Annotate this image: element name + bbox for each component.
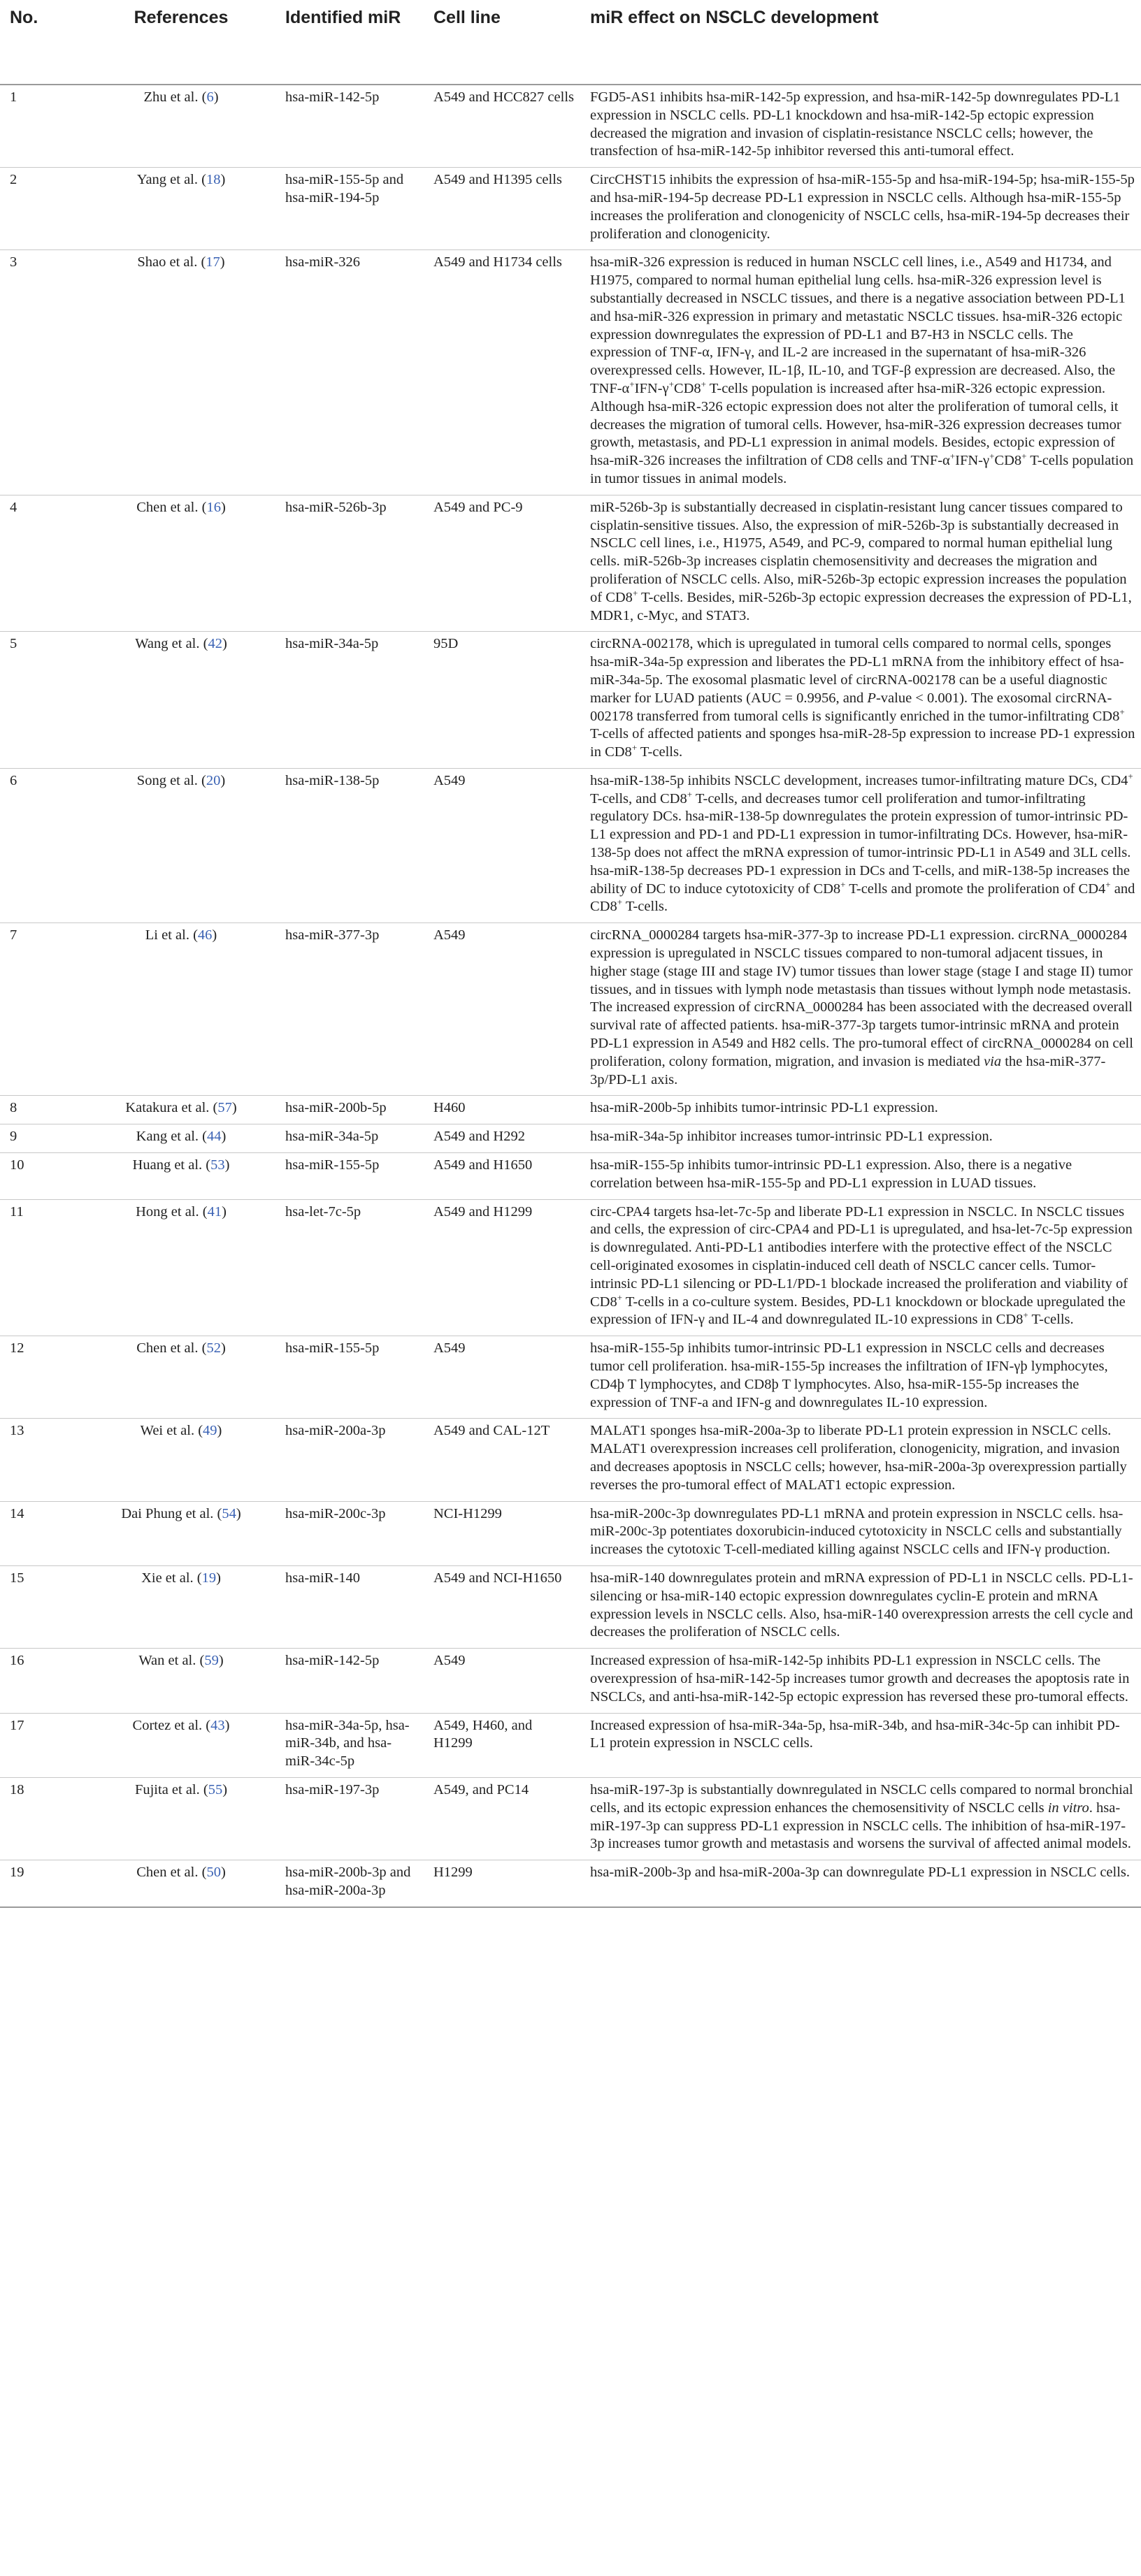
citation-link[interactable]: 16 bbox=[206, 499, 221, 515]
row-identified-mir: hsa-miR-200a-3p bbox=[275, 1419, 424, 1501]
row-reference bbox=[82, 85, 275, 168]
row-mir-effect: hsa-miR-34a-5p inhibitor increases tumor-intrinsic PD-L1 expression. bbox=[580, 1124, 1141, 1153]
reference-author: Wan et al. ( bbox=[138, 1653, 205, 1669]
row-reference bbox=[82, 495, 275, 632]
reference-close: ) bbox=[220, 772, 226, 788]
reference-author: Chen et al. ( bbox=[136, 499, 207, 515]
citation-link[interactable]: 18 bbox=[206, 172, 221, 188]
row-cell-line: A549 and H1734 cells bbox=[424, 250, 580, 495]
citation-link[interactable]: 59 bbox=[204, 1653, 219, 1669]
row-mir-effect: circ-CPA4 targets hsa-let-7c-5p and liberate PD-L1 expression in NSCLC. In NSCLC tissues and cells, the expression of circ-CPA4 and PD-L1 is upregulated, and hsa-let-7c-5p expression is downregulated. Anti-PD-L1 antibodies interfere with the protective effect of the NSCLC cell-originated exosomes in cisplatin-induced cell death of NSCLC cancer cells. Tumor-intrinsic PD-L1 silencing or PD-L1/PD-1 blockade increased the proliferation and viability of CD8+ T-cells in a co-culture system. Besides, PD-L1 knockdown or blockade upregulated the expression of IFN-γ and IL-4 and downregulated IL-10 expressions in CD8+ T-cells. bbox=[580, 1199, 1141, 1336]
row-mir-effect: hsa-miR-200b-3p and hsa-miR-200a-3p can downregulate PD-L1 expression in NSCLC cells. bbox=[580, 1860, 1141, 1907]
row-identified-mir: hsa-miR-526b-3p bbox=[275, 495, 424, 632]
row-reference bbox=[82, 1777, 275, 1860]
reference-close: ) bbox=[220, 1340, 226, 1356]
reference-close: ) bbox=[222, 1781, 228, 1797]
reference-author: Chen et al. ( bbox=[136, 1340, 207, 1356]
row-cell-line: A549 and CAL-12T bbox=[424, 1419, 580, 1501]
row-reference bbox=[82, 1649, 275, 1713]
header-identified-mir: Identified miR bbox=[275, 0, 424, 85]
citation-link[interactable]: 55 bbox=[208, 1781, 223, 1797]
table-row bbox=[0, 768, 1141, 922]
row-mir-effect: hsa-miR-326 expression is reduced in human NSCLC cell lines, i.e., A549 and H1734, and H1975, compared to normal human epithelial lung cells. hsa-miR-326 expression level is substantially decreased in NSCLC tissues, and there is a negative association between PD-L1 and hsa-miR-326 expression in primary and metastatic NSCLC tissues. hsa-miR-326 ectopic expression downregulates the expression of PD-L1 and B7-H3 in NSCLC cells. The expression of TNF-α, IFN-γ, and IL-2 are increased in the supernatant of hsa-miR-326 overexpressed cells. However, IL-1β, IL-10, and TGF-β expression are decreased. Also, the TNF-α+IFN-γ+CD8+ T-cells population is increased after hsa-miR-326 ectopic expression. Although hsa-miR-326 ectopic expression does not alter the proliferation of tumoral cells, it decreases the migration of tumoral cells. However, hsa-miR-326 expression decreases tumor growth, metastasis, and PD-L1 expression in animal models. Besides, ectopic expression of hsa-miR-326 increases the infiltration of CD8 cells and TNF-α+IFN-γ+CD8+ T-cells population in tumor tissues in animal models. bbox=[580, 250, 1141, 495]
row-reference bbox=[82, 1419, 275, 1501]
row-mir-effect: Increased expression of hsa-miR-142-5p inhibits PD-L1 expression in NSCLC cells. The overexpression of hsa-miR-142-5p increases tumor growth and decreases the apoptosis rate in NSCLCs, and anti-hsa-miR-142-5p ectopic expression has reversed these pro-tumoral effects. bbox=[580, 1649, 1141, 1713]
row-reference bbox=[82, 923, 275, 1096]
reference-close: ) bbox=[222, 636, 227, 652]
row-mir-effect: circRNA-002178, which is upregulated in tumoral cells compared to normal cells, sponges hsa-miR-34a-5p expression and liberates the PD-L1 mRNA from the inhibitory effect of hsa-miR-34a-5p. The exosomal plasmatic level of circRNA-002178 can be a useful diagnostic marker for LUAD patients (AUC = 0.9956, and P-value < 0.001). The exosomal circRNA-002178 transferred from tumoral cells is significantly enriched in the tumor-infiltrating CD8+ T-cells of affected patients and sponges hsa-miR-28-5p expression to increase PD-1 expression in CD8+ T-cells. bbox=[580, 632, 1141, 769]
row-cell-line: A549, H460, and H1299 bbox=[424, 1713, 580, 1777]
row-reference bbox=[82, 250, 275, 495]
row-number: 6 bbox=[0, 768, 82, 922]
row-number: 12 bbox=[0, 1336, 82, 1419]
reference-close: ) bbox=[218, 1653, 224, 1669]
row-reference bbox=[82, 1199, 275, 1336]
reference-close: ) bbox=[231, 1100, 237, 1116]
header-references: References bbox=[82, 0, 275, 85]
row-number: 8 bbox=[0, 1096, 82, 1124]
citation-link[interactable]: 49 bbox=[203, 1423, 217, 1439]
row-number: 10 bbox=[0, 1153, 82, 1200]
row-mir-effect: FGD5-AS1 inhibits hsa-miR-142-5p expression, and hsa-miR-142-5p downregulates PD-L1 expression in NSCLC cells. PD-L1 knockdown and hsa-miR-142-5p ectopic expression decreased the migration and invasion of cisplatin-resistance NSCLC cells; however, the transfection of hsa-miR-142-5p inhibitor reversed this anti-tumoral effect. bbox=[580, 85, 1141, 168]
reference-author: Chen et al. ( bbox=[136, 1865, 207, 1881]
row-identified-mir: hsa-miR-34a-5p bbox=[275, 632, 424, 769]
table-row bbox=[0, 632, 1141, 769]
row-cell-line: A549 and H1395 cells bbox=[424, 168, 580, 250]
reference-author: Cortez et al. ( bbox=[132, 1717, 211, 1733]
row-cell-line: A549 and H1650 bbox=[424, 1153, 580, 1200]
row-reference bbox=[82, 168, 275, 250]
row-number: 15 bbox=[0, 1565, 82, 1648]
row-number: 3 bbox=[0, 250, 82, 495]
row-cell-line: 95D bbox=[424, 632, 580, 769]
reference-close: ) bbox=[220, 172, 226, 188]
reference-close: ) bbox=[217, 1423, 222, 1439]
row-cell-line: A549 bbox=[424, 1336, 580, 1419]
table-header bbox=[0, 0, 1141, 85]
row-identified-mir: hsa-miR-197-3p bbox=[275, 1777, 424, 1860]
row-cell-line: H1299 bbox=[424, 1860, 580, 1907]
row-reference bbox=[82, 1713, 275, 1777]
reference-author: Wang et al. ( bbox=[135, 636, 208, 652]
citation-link[interactable]: 50 bbox=[206, 1865, 221, 1881]
table-row bbox=[0, 168, 1141, 250]
reference-author: Hong et al. ( bbox=[136, 1203, 208, 1220]
reference-close: ) bbox=[220, 254, 225, 270]
row-reference bbox=[82, 1336, 275, 1419]
table-row bbox=[0, 1336, 1141, 1419]
row-cell-line: A549 bbox=[424, 1649, 580, 1713]
reference-author: Li et al. ( bbox=[145, 927, 198, 943]
row-identified-mir: hsa-miR-200b-5p bbox=[275, 1096, 424, 1124]
citation-link[interactable]: 53 bbox=[210, 1157, 225, 1173]
row-cell-line: A549 and NCI-H1650 bbox=[424, 1565, 580, 1648]
citation-link[interactable]: 46 bbox=[197, 927, 213, 943]
row-number: 2 bbox=[0, 168, 82, 250]
row-identified-mir: hsa-miR-138-5p bbox=[275, 768, 424, 922]
reference-close: ) bbox=[216, 1570, 221, 1586]
row-identified-mir: hsa-let-7c-5p bbox=[275, 1199, 424, 1336]
row-number: 19 bbox=[0, 1860, 82, 1907]
row-number: 5 bbox=[0, 632, 82, 769]
table-body bbox=[0, 85, 1141, 1907]
table-row bbox=[0, 1501, 1141, 1565]
row-mir-effect: MALAT1 sponges hsa-miR-200a-3p to liberate PD-L1 protein expression in NSCLC cells. MALAT1 overexpression increases cell proliferation, clonogenicity, migration, and invasion and decreases apoptosis in NSCLC cells; however, hsa-miR-200a-3p overexpression partially reverses the pro-tumoral effect of MALAT1 ectopic expression. bbox=[580, 1419, 1141, 1501]
table-row bbox=[0, 1713, 1141, 1777]
table-row bbox=[0, 1649, 1141, 1713]
row-identified-mir: hsa-miR-34a-5p bbox=[275, 1124, 424, 1153]
reference-author: Shao et al. ( bbox=[137, 254, 206, 270]
table-row bbox=[0, 1860, 1141, 1907]
citation-link[interactable]: 57 bbox=[217, 1100, 232, 1116]
header-cell-line: Cell line bbox=[424, 0, 580, 85]
row-identified-mir: hsa-miR-200b-3p and hsa-miR-200a-3p bbox=[275, 1860, 424, 1907]
row-number: 16 bbox=[0, 1649, 82, 1713]
row-reference bbox=[82, 1860, 275, 1907]
citation-link[interactable]: 41 bbox=[207, 1203, 222, 1220]
row-cell-line: A549 and H292 bbox=[424, 1124, 580, 1153]
row-identified-mir: hsa-miR-142-5p bbox=[275, 85, 424, 168]
reference-close: ) bbox=[224, 1717, 230, 1733]
row-identified-mir: hsa-miR-34a-5p, hsa-miR-34b, and hsa-miR-34c-5p bbox=[275, 1713, 424, 1777]
row-cell-line: H460 bbox=[424, 1096, 580, 1124]
table-row bbox=[0, 1419, 1141, 1501]
row-cell-line: A549 and HCC827 cells bbox=[424, 85, 580, 168]
reference-close: ) bbox=[224, 1157, 230, 1173]
table-row bbox=[0, 495, 1141, 632]
row-number: 18 bbox=[0, 1777, 82, 1860]
citation-link[interactable]: 19 bbox=[201, 1570, 217, 1586]
row-mir-effect: hsa-miR-200c-3p downregulates PD-L1 mRNA and protein expression in NSCLC cells. hsa-miR-200c-3p potentiates doxorubicin-induced cytotoxicity in NSCLC cells and substantially increases the cytotoxic T-cell-mediated killing against NSCLC cells and IFN-γ production. bbox=[580, 1501, 1141, 1565]
reference-author: Wei et al. ( bbox=[140, 1423, 203, 1439]
reference-close: ) bbox=[212, 927, 217, 943]
reference-close: ) bbox=[220, 499, 226, 515]
row-number: 14 bbox=[0, 1501, 82, 1565]
table-row bbox=[0, 85, 1141, 168]
citation-link[interactable]: 43 bbox=[210, 1717, 225, 1733]
row-mir-effect: circRNA_0000284 targets hsa-miR-377-3p to increase PD-L1 expression. circRNA_0000284 expression is upregulated in NSCLC tissues compared to non-tumoral adjacent tissues, in higher stage (stage III and stage IV) tumor tissues than lower stage (stage I and stage II) tumor tissues, and in tissues with lymph node metastasis than tissues without lymph node metastasis. The increased expression of circRNA_0000284 has been associated with the decreased overall survival rate of affected patients. hsa-miR-377-3p targets tumor-intrinsic mRNA and protein PD-L1 expression in A549 and H82 cells. The pro-tumoral effect of circRNA_0000284 on cell proliferation, colony formation, migration, and invasion is mediated via the hsa-miR-377-3p/PD-L1 axis. bbox=[580, 923, 1141, 1096]
citation-link[interactable]: 42 bbox=[208, 636, 222, 652]
header-row bbox=[0, 0, 1141, 85]
citation-link[interactable]: 20 bbox=[206, 772, 221, 788]
row-cell-line: A549 bbox=[424, 923, 580, 1096]
row-number: 11 bbox=[0, 1199, 82, 1336]
table-row bbox=[0, 1096, 1141, 1124]
row-identified-mir: hsa-miR-155-5p bbox=[275, 1336, 424, 1419]
row-reference bbox=[82, 1501, 275, 1565]
header-mir-effect: miR effect on NSCLC development bbox=[580, 0, 1141, 85]
citation-link[interactable]: 52 bbox=[206, 1340, 221, 1356]
table-row bbox=[0, 1565, 1141, 1648]
reference-author: Yang et al. ( bbox=[136, 172, 206, 188]
row-reference bbox=[82, 1153, 275, 1200]
row-reference bbox=[82, 632, 275, 769]
row-identified-mir: hsa-miR-140 bbox=[275, 1565, 424, 1648]
row-number: 4 bbox=[0, 495, 82, 632]
row-reference bbox=[82, 768, 275, 922]
row-mir-effect: hsa-miR-200b-5p inhibits tumor-intrinsic PD-L1 expression. bbox=[580, 1096, 1141, 1124]
row-number: 7 bbox=[0, 923, 82, 1096]
header-no: No. bbox=[0, 0, 82, 85]
reference-close: ) bbox=[221, 1129, 227, 1145]
reference-author: Song et al. ( bbox=[136, 772, 206, 788]
row-mir-effect: hsa-miR-140 downregulates protein and mRNA expression of PD-L1 in NSCLC cells. PD-L1-silencing or hsa-miR-140 ectopic expression downregulates cyclin-E protein and mRNA expression levels in NSCLC cells. Also, hsa-miR-140 overexpression arrests the cell cycle and decreases the proliferation of NSCLC cells. bbox=[580, 1565, 1141, 1648]
citation-link[interactable]: 17 bbox=[206, 254, 220, 270]
citation-link[interactable]: 54 bbox=[222, 1505, 236, 1521]
row-cell-line: A549 bbox=[424, 768, 580, 922]
table-row bbox=[0, 923, 1141, 1096]
reference-author: Dai Phung et al. ( bbox=[121, 1505, 222, 1521]
reference-author: Xie et al. ( bbox=[141, 1570, 202, 1586]
reference-author: Kang et al. ( bbox=[136, 1129, 207, 1145]
row-identified-mir: hsa-miR-155-5p and hsa-miR-194-5p bbox=[275, 168, 424, 250]
row-identified-mir: hsa-miR-155-5p bbox=[275, 1153, 424, 1200]
table-row bbox=[0, 1777, 1141, 1860]
reference-close: ) bbox=[236, 1505, 241, 1521]
table-row bbox=[0, 1124, 1141, 1153]
row-cell-line: NCI-H1299 bbox=[424, 1501, 580, 1565]
row-cell-line: A549 and PC-9 bbox=[424, 495, 580, 632]
row-mir-effect: hsa-miR-155-5p inhibits tumor-intrinsic PD-L1 expression in NSCLC cells and decreases tumor cell proliferation. hsa-miR-155-5p increases the infiltration of IFN-γþ lymphocytes, CD4þ T lymphocytes, and CD8þ T lymphocytes. Also, hsa-miR-155-5p increases the expression of TNF-a and IFN-g and downregulates IL-10 expression. bbox=[580, 1336, 1141, 1419]
row-mir-effect: hsa-miR-155-5p inhibits tumor-intrinsic PD-L1 expression. Also, there is a negative correlation between hsa-miR-155-5p and PD-L1 expression in LUAD tissues. bbox=[580, 1153, 1141, 1200]
row-cell-line: A549 and H1299 bbox=[424, 1199, 580, 1336]
row-identified-mir: hsa-miR-326 bbox=[275, 250, 424, 495]
row-identified-mir: hsa-miR-142-5p bbox=[275, 1649, 424, 1713]
table-row bbox=[0, 1153, 1141, 1200]
citation-link[interactable]: 44 bbox=[207, 1129, 222, 1145]
row-number: 1 bbox=[0, 85, 82, 168]
table-row bbox=[0, 1199, 1141, 1336]
reference-author: Zhu et al. ( bbox=[143, 89, 207, 105]
row-number: 9 bbox=[0, 1124, 82, 1153]
table-row bbox=[0, 250, 1141, 495]
row-mir-effect: hsa-miR-197-3p is substantially downregulated in NSCLC cells compared to normal bronchial cells, and its ectopic expression enhances the chemosensitivity of NSCLC cells in vitro. hsa-miR-197-3p can suppress PD-L1 expression in NSCLC cells. The inhibition of hsa-miR-197-3p increases tumor growth and metastasis and worsens the survival of affected animal models. bbox=[580, 1777, 1141, 1860]
row-mir-effect: CircCHST15 inhibits the expression of hsa-miR-155-5p and hsa-miR-194-5p; hsa-miR-155-5p and hsa-miR-194-5p decrease PD-L1 expression in NSCLC cells. Although hsa-miR-155-5p increases the proliferation and clonogenicity of NSCLC cells, hsa-miR-194-5p decreases their proliferation and clonogenicity. bbox=[580, 168, 1141, 250]
row-mir-effect: Increased expression of hsa-miR-34a-5p, hsa-miR-34b, and hsa-miR-34c-5p can inhibit PD-L1 protein expression in NSCLC cells. bbox=[580, 1713, 1141, 1777]
reference-close: ) bbox=[222, 1203, 227, 1220]
row-cell-line: A549, and PC14 bbox=[424, 1777, 580, 1860]
row-identified-mir: hsa-miR-200c-3p bbox=[275, 1501, 424, 1565]
reference-author: Katakura et al. ( bbox=[125, 1100, 218, 1116]
reference-author: Fujita et al. ( bbox=[134, 1781, 208, 1797]
row-identified-mir: hsa-miR-377-3p bbox=[275, 923, 424, 1096]
row-number: 13 bbox=[0, 1419, 82, 1501]
row-reference bbox=[82, 1565, 275, 1648]
row-mir-effect: hsa-miR-138-5p inhibits NSCLC development, increases tumor-infiltrating mature DCs, CD4+ T-cells, and CD8+ T-cells, and decreases tumor cell proliferation and tumor-infiltrating regulatory DCs. hsa-miR-138-5p downregulates the protein expression of tumor-intrinsic PD-L1 expression and PD-1 and PD-L1 expression in tumor-infiltrating DCs. However, hsa-miR-138-5p does not affect the mRNA expression of tumor-intrinsic PD-L1 in A549 and 3LL cells. hsa-miR-138-5p decreases PD-1 expression in DCs and T-cells, and miR-138-5p increases the ability of DC to induce cytotoxicity of CD8+ T-cells and promote the proliferation of CD4+ and CD8+ T-cells. bbox=[580, 768, 1141, 922]
reference-author: Huang et al. ( bbox=[132, 1157, 211, 1173]
reference-close: ) bbox=[220, 1865, 226, 1881]
row-number: 17 bbox=[0, 1713, 82, 1777]
row-mir-effect: miR-526b-3p is substantially decreased in cisplatin-resistant lung cancer tissues compared to cisplatin-sensitive tissues. Also, the expression of miR-526b-3p is substantially decreased in NSCLC cell lines, i.e., H1975, A549, and PC-9, compared to normal human epithelial lung cells. miR-526b-3p increases cisplatin chemosensitivity and decreases the migration and proliferation of NSCLC cells. Also, miR-526b-3p ectopic expression increases the population of CD8+ T-cells. Besides, miR-526b-3p ectopic expression decreases the expression of PD-L1, MDR1, c-Myc, and STAT3. bbox=[580, 495, 1141, 632]
reference-close: ) bbox=[213, 89, 219, 105]
row-reference bbox=[82, 1124, 275, 1153]
row-reference bbox=[82, 1096, 275, 1124]
citation-link[interactable]: 6 bbox=[206, 89, 214, 105]
